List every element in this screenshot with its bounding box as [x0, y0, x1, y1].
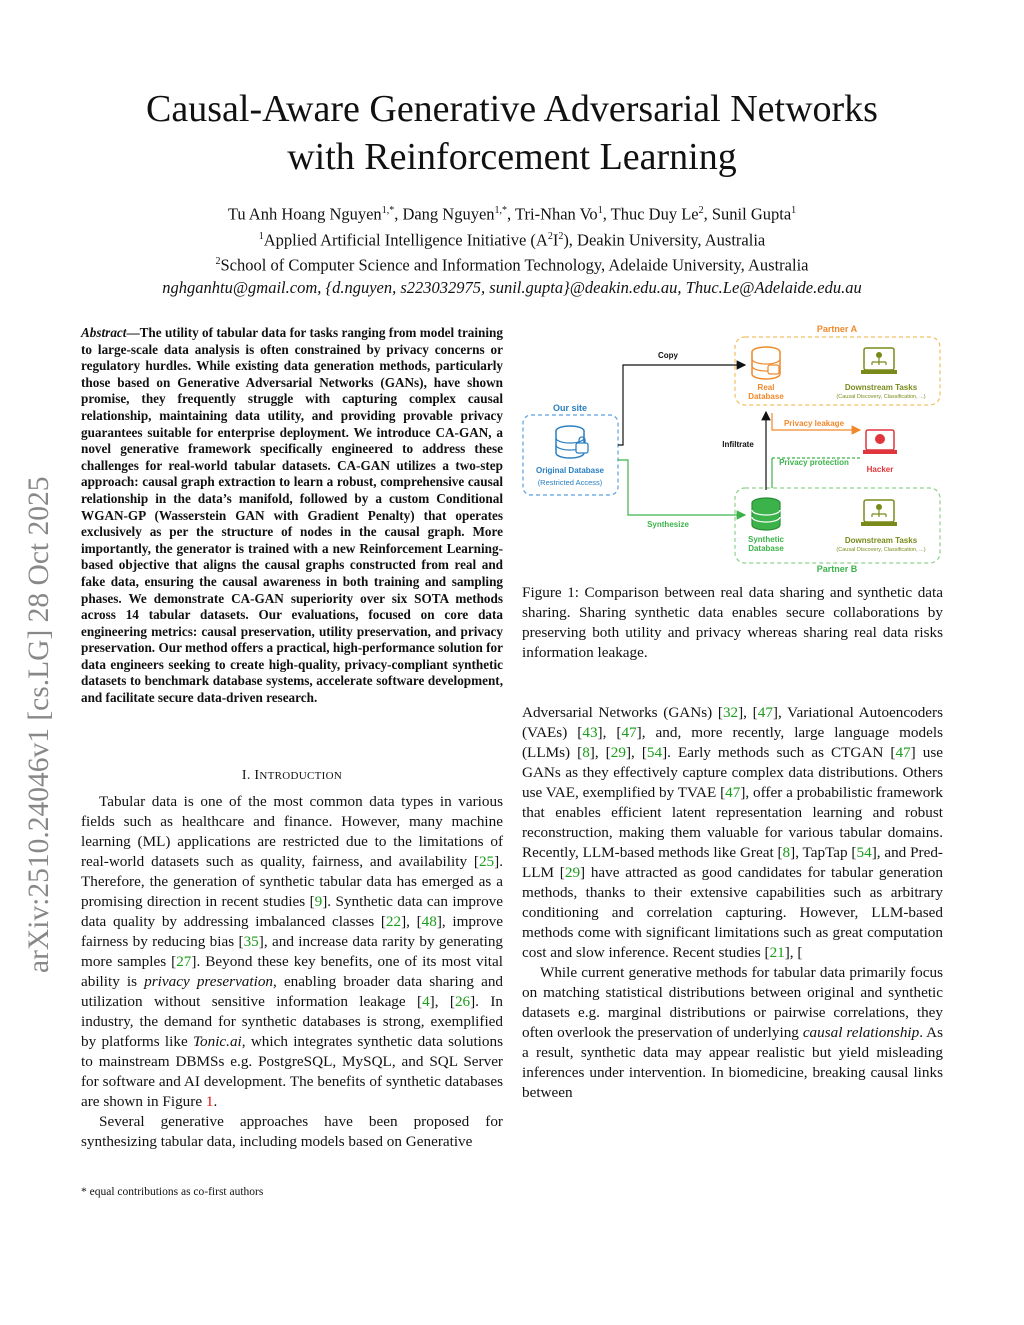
restricted-access-label: (Restricted Access)	[537, 478, 603, 487]
title-line-1: Causal-Aware Generative Adversarial Networks	[146, 88, 878, 130]
author-sup: 1,*	[494, 205, 508, 216]
citation-link[interactable]: 47	[725, 784, 741, 801]
text-run: ]. Beyond these key benefits, one of its most vital ability is	[81, 953, 503, 990]
downstream-tasks-a-sub: (Causal Discovery, Classification, ...)	[836, 394, 926, 400]
synthesize-label: Synthesize	[647, 520, 689, 529]
citation-link[interactable]: 35	[243, 933, 259, 950]
partner-a-label: Partner A	[816, 324, 858, 334]
arxiv-stamp-text: arXiv:2510.24046v1 [cs.LG] 28 Oct 2025	[23, 476, 55, 973]
intro-body	[81, 792, 503, 1152]
real-database-label-1: Real	[757, 383, 775, 392]
citation-link[interactable]: 54	[856, 844, 872, 861]
downstream-tasks-b-sub: (Causal Discovery, Classification, ...)	[836, 547, 926, 553]
text-run: ], [	[401, 913, 422, 930]
partner-b-label: Partner B	[816, 564, 858, 574]
text-run: ], [	[589, 744, 611, 761]
text-run: While current generative methods for tabular data primarily focus on matching statistical distributions between original and synthetic datasets e.g. marginal distributions or pairwise correlations, they often overlook the preservation of underlying	[522, 964, 943, 1041]
arxiv-stamp	[4, 375, 64, 975]
synthetic-database-label-1: Synthetic	[747, 535, 785, 544]
citation-link[interactable]: 21	[769, 944, 785, 961]
author-name: Tu Anh Hoang Nguyen	[227, 204, 382, 224]
downstream-tasks-a-label: Downstream Tasks	[844, 383, 918, 392]
citation-link[interactable]: 9	[314, 893, 323, 910]
text-run: Tabular data is one of the most common data types in various fields such as healthcare and finance. However, many machine learning (ML) applications are restricted due to the limitations of real-world datasets such as quality, fairness, and availability [	[81, 793, 503, 870]
privacy-protection-label: Privacy protection	[779, 458, 849, 467]
author-sup: 1	[791, 205, 797, 216]
citation-link[interactable]: 47	[895, 744, 911, 761]
text-run: ], and, more recently, large language models (LLMs) [	[522, 724, 943, 761]
original-database-label: Original Database	[535, 466, 605, 475]
citation-link[interactable]: 4	[422, 993, 430, 1010]
infiltrate-label: Infiltrate	[722, 440, 754, 449]
citation-link[interactable]: 48	[421, 913, 437, 930]
author-name: Sunil Gupta	[711, 204, 792, 224]
heading-cap: I	[254, 768, 260, 783]
figure-link[interactable]: 1	[205, 1093, 214, 1110]
affiliation-1	[60, 226, 964, 252]
hacker-icon	[863, 430, 897, 454]
author-name: Thuc Duy Le	[610, 204, 699, 224]
heading-rest: NTRODUCTION	[259, 770, 343, 782]
author-sup: 1	[597, 205, 603, 216]
affil-text: School of Computer Science and Information Technology, Adelaide University, Australia	[220, 255, 809, 275]
text-run: ]. Therefore, the generation of synthetic tabular data has emerged as a promising direction in recent studies [	[81, 853, 503, 910]
citation-link[interactable]: 54	[646, 744, 663, 761]
paper-title	[80, 85, 944, 181]
citation-link[interactable]: 25	[478, 853, 495, 870]
intro-paragraph-2: Several generative approaches have been proposed for synthesizing tabular data, including models based on Generative	[81, 1113, 503, 1150]
affil-sup: 2	[558, 230, 564, 242]
right-paragraph-2	[522, 963, 943, 1103]
citation-link[interactable]: 22	[385, 913, 402, 930]
text-run: , which integrates synthetic data solutions to mainstream DBMSs e.g. PostgreSQL, MySQL, and SQL Server for software and AI development. The benefits of synthetic databases are shown in Figure	[81, 1033, 503, 1110]
author-list: Tu Anh Hoang Nguyen$^{1,*}$, Dang Nguyen$^{1,*}$, Tri-Nhan Vo$^1$, Thuc Duy Le$^2$, Sunil Gupta$^1$	[227, 204, 797, 224]
text-run: ]. Early methods such as CTGAN [	[662, 744, 896, 761]
author-sup: 1,*	[381, 205, 395, 216]
text-run: , enabling broader data sharing and utilization without sensitive information leakage [	[81, 973, 504, 1010]
text-run: ] have attracted as good candidates for tabular generation methods, thanks to their extensive capabilities such as arbitrary conditioning and correlation capturing. However, LLM-based methods come with significant limitations such as great computation cost and slow inference. Recent studies [	[522, 864, 943, 961]
affil-text: I	[552, 230, 559, 249]
text-run: ], and increase data rarity by generating more samples [	[81, 933, 504, 970]
text-run: ], improve fairness by reducing bias [	[81, 913, 503, 950]
citation-link[interactable]: 43	[582, 724, 598, 741]
affil-sup: 1	[258, 230, 264, 242]
citation-link[interactable]: 29	[610, 744, 626, 761]
affil-text: Applied Artificial Intelligence Initiative (A	[263, 230, 548, 249]
text-run: ], offer a probabilistic framework that enables efficient latent representation learning and robust reconstruction, making them valuable for various tabular domains. Recently, LLM-based methods like Great [	[522, 784, 943, 861]
author-name: Tri-Nhan Vo	[515, 204, 598, 224]
text-run: ], [	[784, 944, 803, 961]
affiliation-2	[60, 251, 964, 277]
privacy-leakage-label: Privacy leakage	[783, 419, 845, 428]
copy-label: Copy	[658, 351, 678, 360]
text-run: .	[213, 1093, 218, 1110]
citation-link[interactable]: 47	[757, 704, 773, 721]
citation-link[interactable]: 8	[582, 744, 590, 761]
copy-arrow	[618, 365, 745, 445]
author-sup: 2	[698, 205, 704, 216]
text-run: ]. Synthetic data can improve data quality by addressing imbalanced classes [	[81, 893, 503, 930]
citation-link[interactable]: 32	[722, 704, 739, 721]
text-run: ], Variational Autoencoders (VAEs) [	[522, 704, 944, 741]
text-run: ], TapTap [	[790, 844, 857, 861]
text-run: ] use GANs as they effectively capture complex data distributions. Others use VAE, exemplified by TVAE [	[522, 744, 943, 801]
affil-text: ), Deakin University, Australia	[563, 230, 766, 249]
author-emails: nghganhtu@gmail.com, {d.nguyen, s223032975, sunil.gupta}@deakin.edu.au, Thuc.Le@Adelaide.edu.au	[162, 277, 862, 297]
figure-1	[520, 320, 945, 580]
text-run: ], [	[597, 724, 622, 741]
our-site-label: Our site	[552, 403, 588, 413]
emphasis: Tonic.ai	[192, 1033, 242, 1050]
emphasis: privacy preservation	[144, 973, 274, 990]
title-line-2: with Reinforcement Learning	[287, 136, 737, 178]
citation-link[interactable]: 27	[176, 953, 192, 970]
citation-link[interactable]: 8	[782, 844, 791, 861]
abstract	[81, 325, 503, 707]
right-paragraph-1	[522, 703, 943, 963]
text-run: ]. In industry, the demand for synthetic databases is strong, exemplified by platforms like	[81, 993, 503, 1050]
citation-link[interactable]: 29	[564, 864, 581, 881]
figure-caption: Figure 1: Comparison between real data sharing and synthetic data sharing. Sharing synthetic data enables secure collaborations by preserving both utility and privacy whereas sharing real data risks information leakage.	[522, 584, 943, 661]
abstract-text: —The utility of tabular data for tasks ranging from model training to large-scale data analysis is often constrained by privacy concerns or regulatory hurdles. While existing data generation methods, particularly those based on Generative Adversarial Networks (GANs), have shown promise, they frequently struggle with capturing complex causal relationship, maintaining data utility, and providing provable privacy guarantees suitable for enterprise deployment. We introduce CA-GAN, a novel generative framework specifically engineered to address these challenges for real-world tabular datasets. CA-GAN utilizes a two-step approach: causal graph extraction to learn a robust, comprehensive causal relationship in the data’s manifold, followed by a custom Conditional WGAN-GP (Wasserstein GAN with Gradient Penalty) that operates exclusively as per the structure of nodes in the causal graph. More importantly, the generator is trained with a new Reinforcement Learning-based objective that aligns the causal graphs constructed from real and fake data, ensuring the causal awareness in both training and sampling phases. We demonstrate CA-GAN superiority over six SOTA methods across 14 tabular datasets. Our evaluations, focused on core data engineering metrics: causal preservation, utility preservation, and privacy preservation. Our method offers a practical, high-performance solution for data engineers seeking to create high-quality, privacy-compliant synthetic datasets to benchmark database systems, accelerate software development, and facilitate secure data-driven research.	[81, 325, 503, 706]
citation-link[interactable]: 47	[621, 724, 637, 741]
abstract-label: Abstract	[81, 325, 127, 340]
text-run: ], [	[738, 704, 758, 721]
real-database-icon	[752, 347, 780, 379]
citation-link[interactable]: 26	[454, 993, 471, 1010]
footnote: * equal contributions as co-first authors	[81, 1186, 264, 1198]
synthetic-database-icon	[752, 498, 780, 530]
heading-number: I.	[241, 768, 255, 783]
downstream-tasks-icon	[861, 500, 897, 526]
synthesize-arrow	[618, 460, 745, 515]
affil-sup: 2	[547, 230, 553, 242]
affil-sup: 2	[215, 256, 221, 267]
emphasis: causal relationship	[802, 1024, 920, 1041]
original-database-icon	[556, 426, 588, 458]
text-run: Adversarial Networks (GANs) [	[522, 704, 723, 721]
downstream-tasks-b-label: Downstream Tasks	[844, 536, 918, 545]
real-database-label-2: Database	[748, 392, 784, 401]
text-run: ], [	[429, 993, 455, 1010]
hacker-label: Hacker	[866, 465, 894, 474]
intro-paragraph-1	[81, 792, 503, 1112]
downstream-tasks-icon	[861, 348, 897, 374]
text-run: . As a result, synthetic data may appear realistic but yield misleading inferences under intervention. In biomedicine, breaking causal links between	[522, 1024, 943, 1101]
text-run: ], [	[625, 744, 647, 761]
section-heading-introduction	[81, 768, 503, 784]
author-name: Dang Nguyen	[402, 204, 495, 224]
text-run: ], and Pred-LLM [	[522, 844, 943, 881]
author-block	[60, 200, 964, 299]
synthetic-database-label-2: Database	[748, 544, 784, 553]
right-column-body	[522, 703, 943, 1103]
